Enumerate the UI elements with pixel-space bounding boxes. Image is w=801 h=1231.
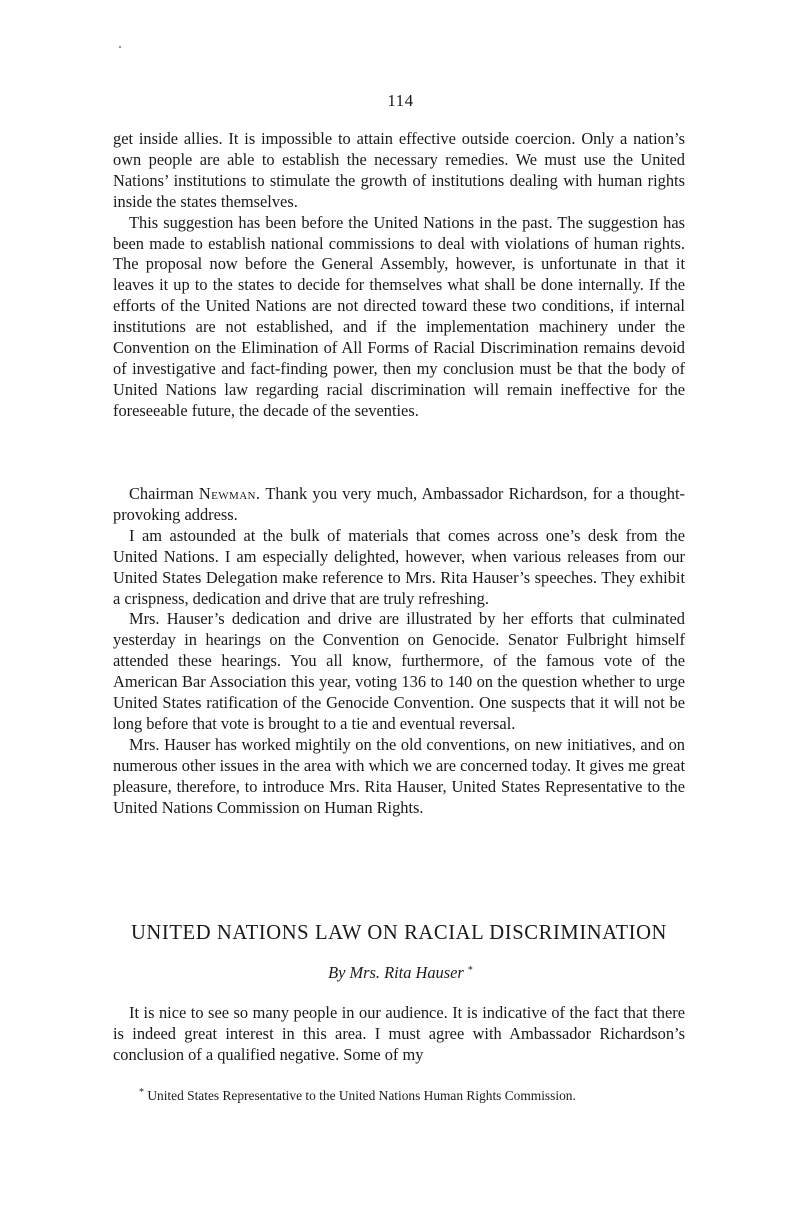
scan-speck bbox=[119, 46, 121, 48]
footnote-reference: * bbox=[467, 965, 473, 976]
footnote-text: United States Representative to the United Nations Human Rights Commission. bbox=[144, 1088, 576, 1103]
paragraph: I am astounded at the bulk of materials that comes across one’s desk from the United Nations. I am especially delighted, however, when various releases from our United States Delegation make reference to Mrs. Rita Hauser’s speeches. They exhibit a crispness, dedication and drive that are truly refreshing. bbox=[113, 525, 685, 608]
body-text-top bbox=[113, 129, 685, 422]
section-heading: UNITED NATIONS LAW ON RACIAL DISCRIMINATION bbox=[130, 922, 668, 944]
byline-text: By Mrs. Rita Hauser bbox=[328, 963, 464, 982]
paragraph-continuation: get inside allies. It is impossible to attain effective outside coercion. Only a nation’s own people are able to establish the necessary remedies. We must use the United Nations’ institutions to stimulate the growth of institutions dealing with human rights inside the states themselves. bbox=[113, 129, 685, 211]
paragraph: This suggestion has been before the United Nations in the past. The suggestion has been made to establish national commissions to deal with violations of human rights. The proposal now before the General Assembly, however, is unfortunate in that it leaves it up to the states to decide for themselves what shall be done internally. If the efforts of the United Nations are not directed toward these two conditions, if internal institutions are not established, and if the implementation machinery under the Convention on the Elimination of All Forms of Racial Discrimination remains devoid of investigative and fact-finding power, then my conclusion must be that the body of United Nations law regarding racial discrimination will remain ineffective for the foreseeable future, the decade of the seventies. bbox=[113, 212, 685, 420]
footnote bbox=[139, 1084, 699, 1104]
page-number: 114 bbox=[387, 91, 414, 110]
paragraph: Mrs. Hauser’s dedication and drive are illustrated by her efforts that culminated yesterday in hearings on the Convention on Genocide. Senator Fulbright himself attended these hearings. You all know, furthermore, of the famous vote of the American Bar Association this year, voting 136 to 140 on the question whether to urge United States ratification of the Genocide Convention. One suspects that it will not be long before that vote is brought to a tie and eventual reversal. bbox=[113, 609, 685, 733]
paragraph: Mrs. Hauser has worked mightily on the old conventions, on new initiatives, and on numerous other issues in the area with which we are concerned today. It gives me great pleasure, therefore, to introduce Mrs. Rita Hauser, United States Representative to the United Nations Commission on Human Rights. bbox=[113, 734, 685, 817]
speaker-remark: Thank you very much, Ambassador Richardson, for a thought-provoking address. bbox=[113, 484, 685, 524]
footnote-mark: * bbox=[139, 1087, 144, 1098]
speaker-name: Newman. bbox=[198, 484, 261, 503]
speaker-prefix: Chairman bbox=[129, 484, 199, 503]
paragraph: It is nice to see so many people in our audience. It is indicative of the fact that there is indeed great interest in this area. I must agree with Ambassador Richardson’s conclusion of a qualified negative. Some of my bbox=[113, 1003, 685, 1064]
paragraph-chairman-intro bbox=[113, 484, 685, 526]
chairman-remarks bbox=[113, 484, 685, 819]
byline bbox=[0, 963, 801, 983]
body-text-bottom bbox=[113, 1003, 685, 1066]
